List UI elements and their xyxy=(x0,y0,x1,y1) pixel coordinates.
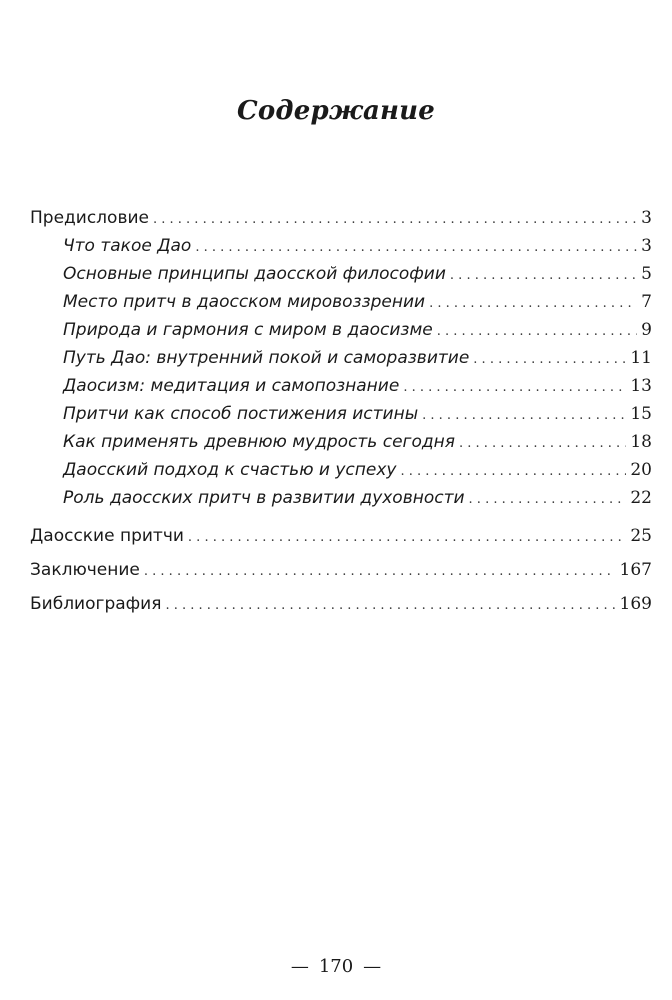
dot-leader xyxy=(195,234,637,262)
toc-entry-label: Место притч в даосском мировоззрении xyxy=(63,292,426,312)
dot-leader xyxy=(469,486,627,514)
toc-entry-label: Природа и гармония с миром в даосизме xyxy=(63,320,433,340)
toc-entry xyxy=(63,232,652,260)
toc-entry-label: Основные принципы даосской философии xyxy=(63,264,446,284)
dot-leader xyxy=(188,524,626,552)
toc-entry-label: Даосизм: медитация и самопознание xyxy=(63,376,400,396)
toc-entry-label: Как применять древнюю мудрость сегодня xyxy=(63,432,455,452)
toc-entry-label: Путь Дао: внутренний покой и саморазвитие xyxy=(63,348,470,368)
toc-entry-page: 11 xyxy=(630,348,652,368)
toc-entry-page: 22 xyxy=(630,488,652,508)
toc-entry-conclusion xyxy=(30,556,652,584)
dot-leader xyxy=(437,318,637,346)
dot-leader xyxy=(473,346,626,374)
toc-entry xyxy=(63,344,652,372)
toc-entry xyxy=(63,456,652,484)
dot-leader xyxy=(429,290,637,318)
toc-entry-page: 18 xyxy=(630,432,652,452)
dot-leader xyxy=(153,206,637,234)
toc-entry xyxy=(63,400,652,428)
toc-entry-page: 169 xyxy=(619,594,652,614)
toc-entry-page: 25 xyxy=(630,526,652,546)
toc-entry-page: 9 xyxy=(641,320,652,340)
toc-entry-label: Заключение xyxy=(30,560,140,580)
toc-entry-page: 3 xyxy=(641,208,652,228)
toc-entry xyxy=(63,260,652,288)
toc-entry-parables xyxy=(30,522,652,550)
toc-entry xyxy=(63,372,652,400)
page-title: Содержание xyxy=(236,96,436,126)
page-footer xyxy=(0,956,672,977)
toc-entry-label: Что такое Дао xyxy=(63,236,192,256)
toc-entry-label: Библиография xyxy=(30,594,162,614)
dot-leader xyxy=(144,558,616,586)
toc-entry-label: Притчи как способ постижения истины xyxy=(63,404,419,424)
dot-leader xyxy=(459,430,626,458)
toc-entry-page: 5 xyxy=(641,264,652,284)
dot-leader xyxy=(422,402,626,430)
toc-entry-page: 167 xyxy=(619,560,652,580)
dot-leader xyxy=(450,262,637,290)
toc-entry-page: 20 xyxy=(630,460,652,480)
toc-entry xyxy=(63,484,652,512)
toc-entry-page: 13 xyxy=(630,376,652,396)
toc-entry-page: 3 xyxy=(641,236,652,256)
toc-entry-label: Роль даосских притч в развитии духовности xyxy=(63,488,465,508)
toc-entry xyxy=(63,316,652,344)
toc-entry-label: Предисловие xyxy=(30,208,149,228)
dot-leader xyxy=(165,592,615,620)
toc-entry-label: Даосский подход к счастью и успеху xyxy=(63,460,397,480)
page-number: 170 xyxy=(318,956,354,977)
dot-leader xyxy=(403,374,626,402)
toc-entry xyxy=(63,428,652,456)
dot-leader xyxy=(400,458,626,486)
toc-entry-bibliography xyxy=(30,590,652,618)
footer-dash-left: — xyxy=(290,956,309,977)
toc-entry-label: Даосские притчи xyxy=(30,526,184,546)
toc-entry xyxy=(63,288,652,316)
toc-entry-page: 7 xyxy=(641,292,652,312)
footer-dash-right: — xyxy=(363,956,382,977)
toc-entry-preface xyxy=(30,204,652,232)
toc-entry-page: 15 xyxy=(630,404,652,424)
